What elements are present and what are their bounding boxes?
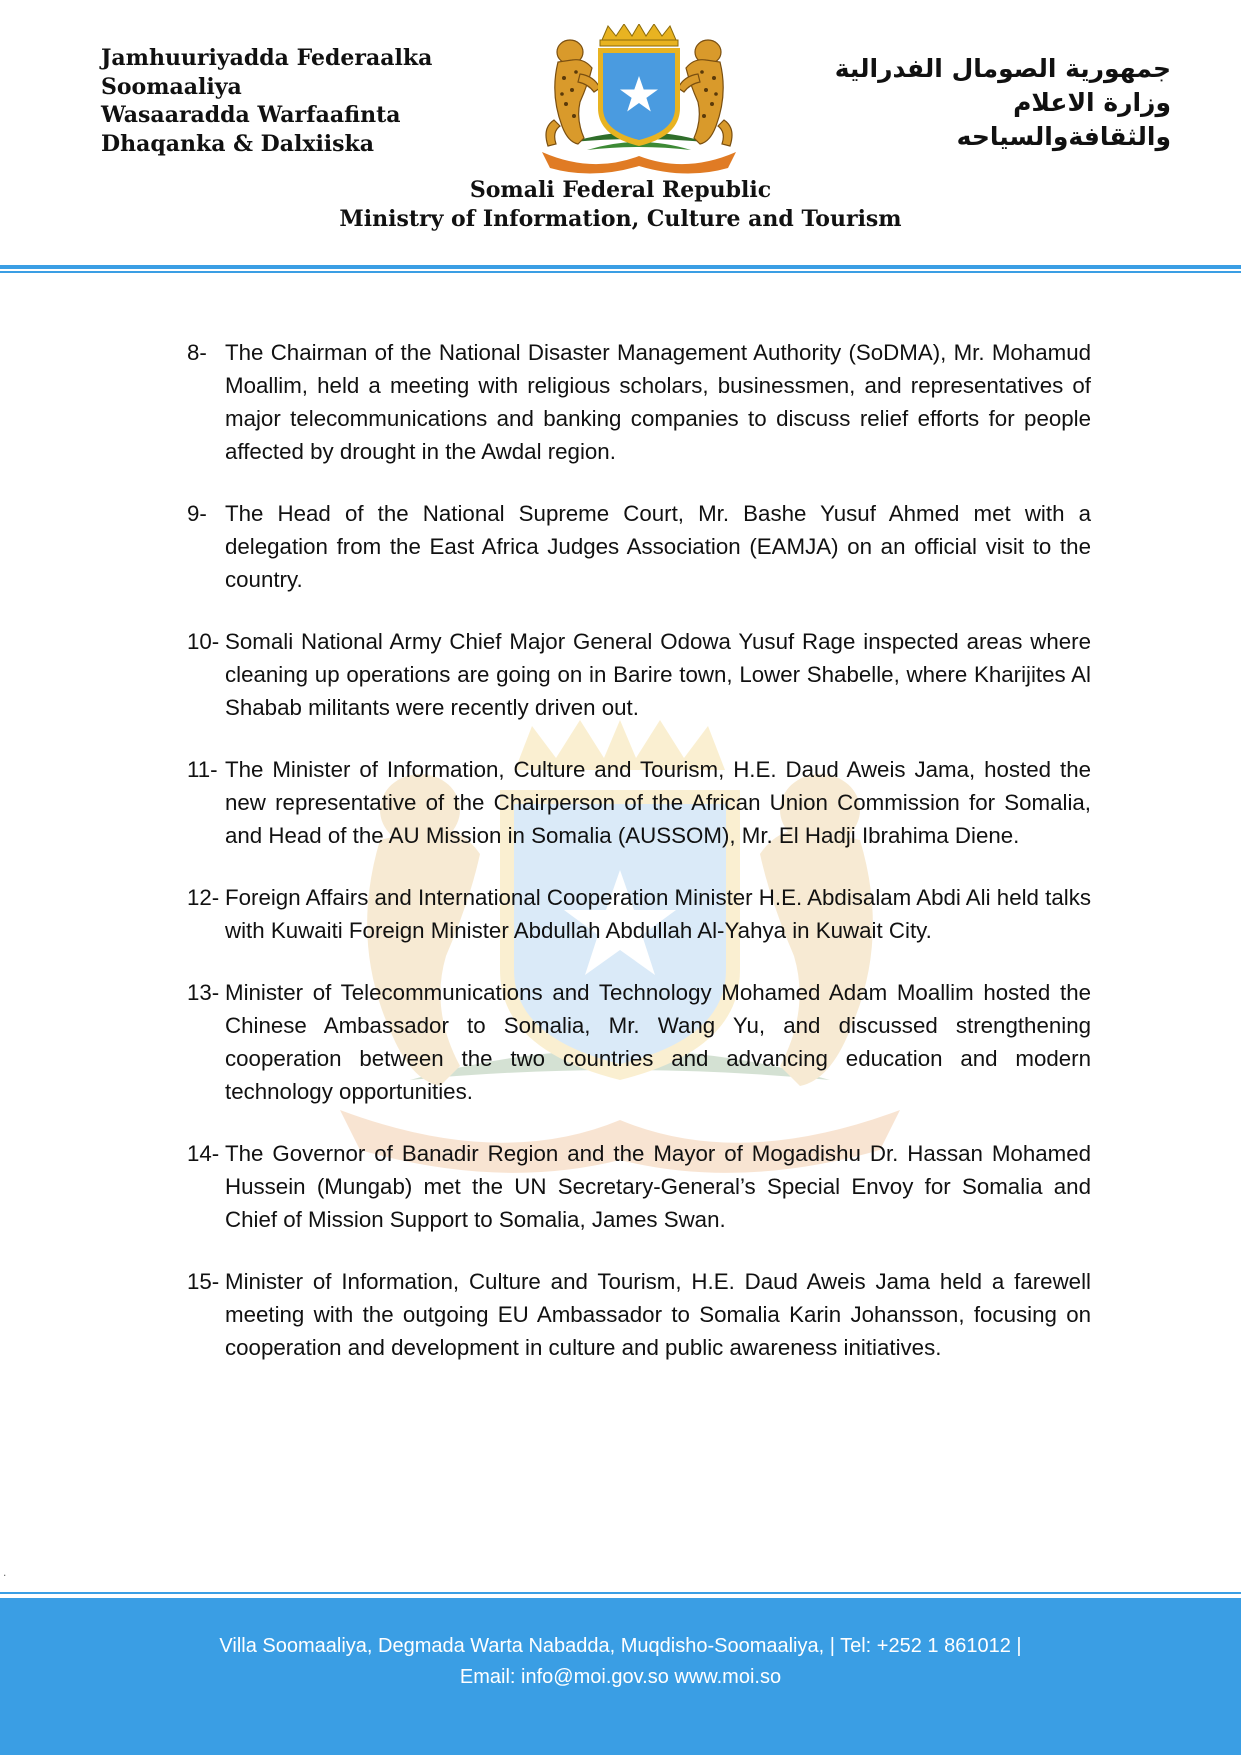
list-item: [187, 1137, 1091, 1236]
ministry-name: Ministry of Information, Culture and Tourism: [339, 206, 902, 232]
header-divider: [0, 265, 1241, 269]
news-item-list: [187, 336, 1091, 1393]
header-arabic-title: [835, 52, 1171, 154]
list-item: [187, 625, 1091, 724]
item-number: 8-: [187, 340, 207, 365]
list-item: [187, 976, 1091, 1108]
footer-address: Villa Soomaaliya, Degmada Warta Nabadda, Muqdisho-Soomaaliya, | Tel: +252 1 861012 |: [219, 1635, 1022, 1657]
header-somali-line: Wasaaradda Warfaafinta: [101, 102, 401, 128]
header-somali-line: Dhaqanka & Dalxiiska: [101, 130, 375, 157]
list-item: [187, 881, 1091, 947]
header-arabic-line: جمهورية الصومال الفدرالية: [834, 54, 1171, 83]
item-number: 11-: [187, 757, 218, 782]
header-somali-line: Soomaaliya: [101, 73, 242, 100]
list-item: [187, 336, 1091, 468]
header-somali-title: [101, 44, 432, 158]
item-text: Minister of Telecommunications and Technology Mohamed Adam Moallim hosted the Chinese Ambassador to Somalia, Mr. Wang Yu, and discussed strengthening cooperation between the two countries and advancing education and modern technology opportunities.: [225, 980, 1091, 1104]
item-number: 13-: [187, 980, 220, 1005]
stray-mark: .: [3, 1565, 7, 1579]
list-item: [187, 497, 1091, 596]
footer: [0, 1598, 1241, 1755]
header-somali-line: Jamhuuriyadda Federaalka: [101, 45, 433, 71]
item-text: The Minister of Information, Culture and Tourism, H.E. Daud Aweis Jama, hosted the new representative of the Chairperson of the African Union Commission for Somalia, and Head of the AU Mission in Somalia (AUSSOM), Mr. El Hadji Ibrahima Diene.: [225, 757, 1091, 848]
list-item: [187, 753, 1091, 852]
item-text: The Governor of Banadir Region and the Mayor of Mogadishu Dr. Hassan Mohamed Hussein (Mungab) met the UN Secretary-General’s Special Envoy for Somalia and Chief of Mission Support to Somalia, James Swan.: [225, 1141, 1091, 1232]
item-number: 10-: [187, 629, 220, 654]
item-text: Foreign Affairs and International Cooperation Minister H.E. Abdisalam Abdi Ali held talks with Kuwaiti Foreign Minister Abdullah Abdullah Al-Yahya in Kuwait City.: [225, 885, 1091, 943]
footer-contact: Email: info@moi.gov.so www.moi.so: [459, 1666, 782, 1688]
header-english-title: [0, 176, 1241, 234]
header-arabic-line: وزارة الاعلام: [1013, 88, 1171, 117]
item-number: 14-: [187, 1141, 220, 1166]
item-text: The Chairman of the National Disaster Management Authority (SoDMA), Mr. Mohamud Moallim, held a meeting with religious scholars, businessmen, and representatives of major telecommunications and banking companies to discuss relief efforts for people affected by drought in the Awdal region.: [225, 340, 1091, 464]
header-divider-thin: [0, 271, 1241, 273]
coat-of-arms-emblem: [532, 24, 746, 176]
item-number: 9-: [187, 501, 207, 526]
republic-name: Somali Federal Republic: [469, 177, 772, 203]
list-item: [187, 1265, 1091, 1364]
header-arabic-line: والثقافةوالسياحه: [956, 122, 1171, 151]
item-text: Somali National Army Chief Major General Odowa Yusuf Rage inspected areas where cleaning up operations are going on in Barire town, Lower Shabelle, where Kharijites Al Shabab militants were recently driven out.: [225, 629, 1091, 720]
item-number: 15-: [187, 1269, 220, 1294]
footer-divider: [0, 1592, 1241, 1594]
item-text: Minister of Information, Culture and Tourism, H.E. Daud Aweis Jama held a farewell meeting with the outgoing EU Ambassador to Somalia Karin Johansson, focusing on cooperation and development in culture and public awareness initiatives.: [225, 1269, 1091, 1360]
item-number: 12-: [187, 885, 220, 910]
item-text: The Head of the National Supreme Court, Mr. Bashe Yusuf Ahmed met with a delegation from the East Africa Judges Association (EAMJA) on an official visit to the country.: [225, 501, 1091, 592]
